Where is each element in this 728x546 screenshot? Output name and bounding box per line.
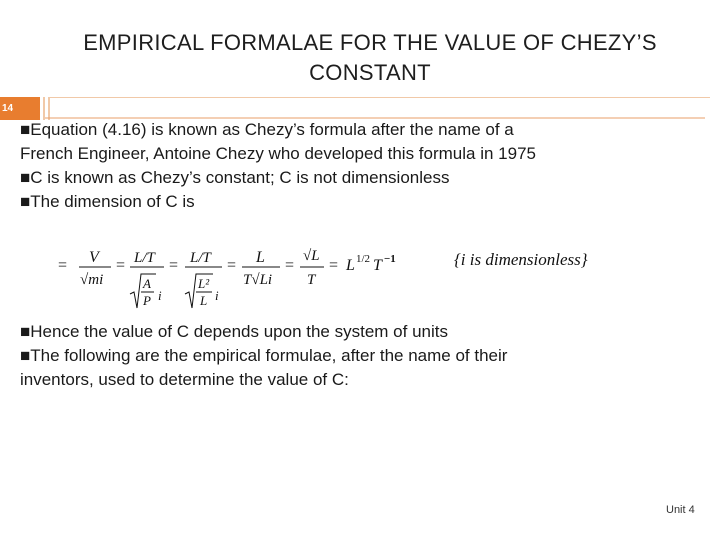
eq-sign: = [58, 257, 68, 274]
frac4-denominator: T√Li [243, 272, 273, 288]
eq-sign: = [169, 257, 179, 274]
dimension-equation [56, 228, 636, 316]
frac1-numerator: V [89, 249, 99, 266]
slide-header-rule [0, 97, 728, 120]
bullet-list-top [20, 118, 710, 214]
bullet-line: ■C is known as Chezy’s constant; C is not dimensionless [20, 168, 450, 187]
frac5-numerator: √L [303, 248, 320, 264]
slide-number: 14 [2, 103, 14, 114]
title-line-2: CONSTANT [309, 60, 431, 85]
frac3-numerator: L/T [190, 250, 211, 266]
frac3-i: i [215, 288, 219, 303]
frac5-denominator: T [307, 272, 316, 288]
result-T: T [373, 257, 382, 274]
frac1-denominator: √mi [80, 272, 104, 288]
frac4-numerator: L [256, 249, 265, 266]
frac2-i: i [158, 288, 162, 303]
slide-title [40, 28, 700, 88]
frac2-inner-denominator: P [143, 293, 151, 308]
equation-svg [56, 228, 456, 316]
eq-sign: = [285, 257, 295, 274]
slide-footer: Unit 4 [666, 504, 695, 516]
eq-sign: = [329, 257, 339, 274]
bullet-line: ■Hence the value of C depends upon the system of units [20, 322, 448, 341]
frac2-numerator: L/T [134, 250, 155, 266]
frac2-inner-numerator: A [143, 276, 151, 291]
result-L: L [346, 257, 355, 274]
bullet-line: inventors, used to determine the value of C: [20, 370, 349, 389]
bullet-line: ■The dimension of C is [20, 192, 195, 211]
frac3-inner-denominator: L [200, 293, 208, 308]
eq-sign: = [227, 257, 237, 274]
eq-sign: = [116, 257, 126, 274]
result-L-exponent: 1/2 [356, 253, 371, 265]
decorative-rule [50, 97, 710, 98]
title-line-1: EMPIRICAL FORMALAE FOR THE VALUE OF CHEZY’S [83, 30, 657, 55]
frac3-inner-numerator: L² [198, 276, 210, 291]
bullet-line: ■Equation (4.16) is known as Chezy’s formula after the name of a [20, 120, 514, 139]
dimensionless-note: {i is dimensionless} [454, 250, 588, 269]
bullet-list-bottom [20, 320, 710, 392]
bullet-line: ■The following are the empirical formulae, after the name of their [20, 346, 508, 365]
result-T-exponent: −1 [384, 253, 396, 265]
bullet-line: French Engineer, Antoine Chezy who developed this formula in 1975 [20, 144, 536, 163]
